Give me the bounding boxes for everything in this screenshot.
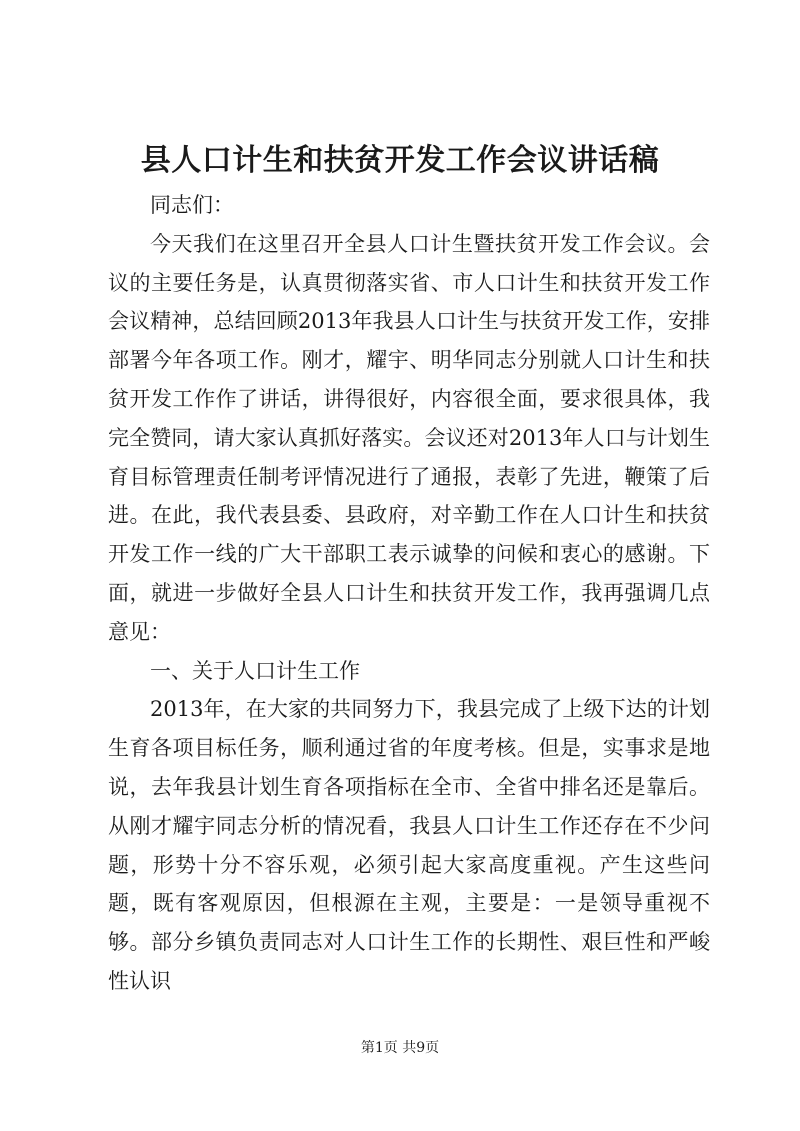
salutation: 同志们： — [150, 193, 234, 217]
document-title: 县人口计生和扶贫开发工作会议讲话稿 — [140, 143, 660, 178]
page-footer: 第1页 共9页 — [360, 1040, 440, 1056]
paragraph-section-one: 2013年，在大家的共同努力下，我县完成了上级下达的计划生育各项目标任务，顺利通过省的年度考核。但是，实事求是地说，去年我县计划生育各项指标在全市、全省中排名还是靠后。从刚才耀宇同志分析的情况看，我县人口计生工作还存在不少问题，形势十分不容乐观，必须引起大家高度重视。产生这些问题，既有客观原因，但根源在主观，主要是：一是领导重视不够。部分乡镇负责同志对人口计生工作的长期性、艰巨性和严峻性认识 — [108, 697, 710, 993]
section-heading: 一、关于人口计生工作 — [150, 658, 360, 683]
paragraph-opening: 今天我们在这里召开全县人口计生暨扶贫开发工作会议。会议的主要任务是，认真贯彻落实省、市人口计生和扶贫开发工作会议精神，总结回顾2013年我县人口计生与扶贫开发工作，安排部署今年各项工作。刚才，耀宇、明华同志分别就人口计生和扶贫开发工作作了讲话，讲得很好，内容很全面，要求很具体，我完全赞同，请大家认真抓好落实。会议还对2013年人口与计划生育目标管理责任制考评情况进行了通报，表彰了先进，鞭策了后进。在此，我代表县委、县政府，对辛勤工作在人口计生和扶贫开发工作一线的广大干部职工表示诚挚的问候和衷心的感谢。下面，就进一步做好全县人口计生和扶贫开发工作，我再强调几点意见： — [108, 231, 710, 644]
document-body — [108, 186, 710, 1001]
